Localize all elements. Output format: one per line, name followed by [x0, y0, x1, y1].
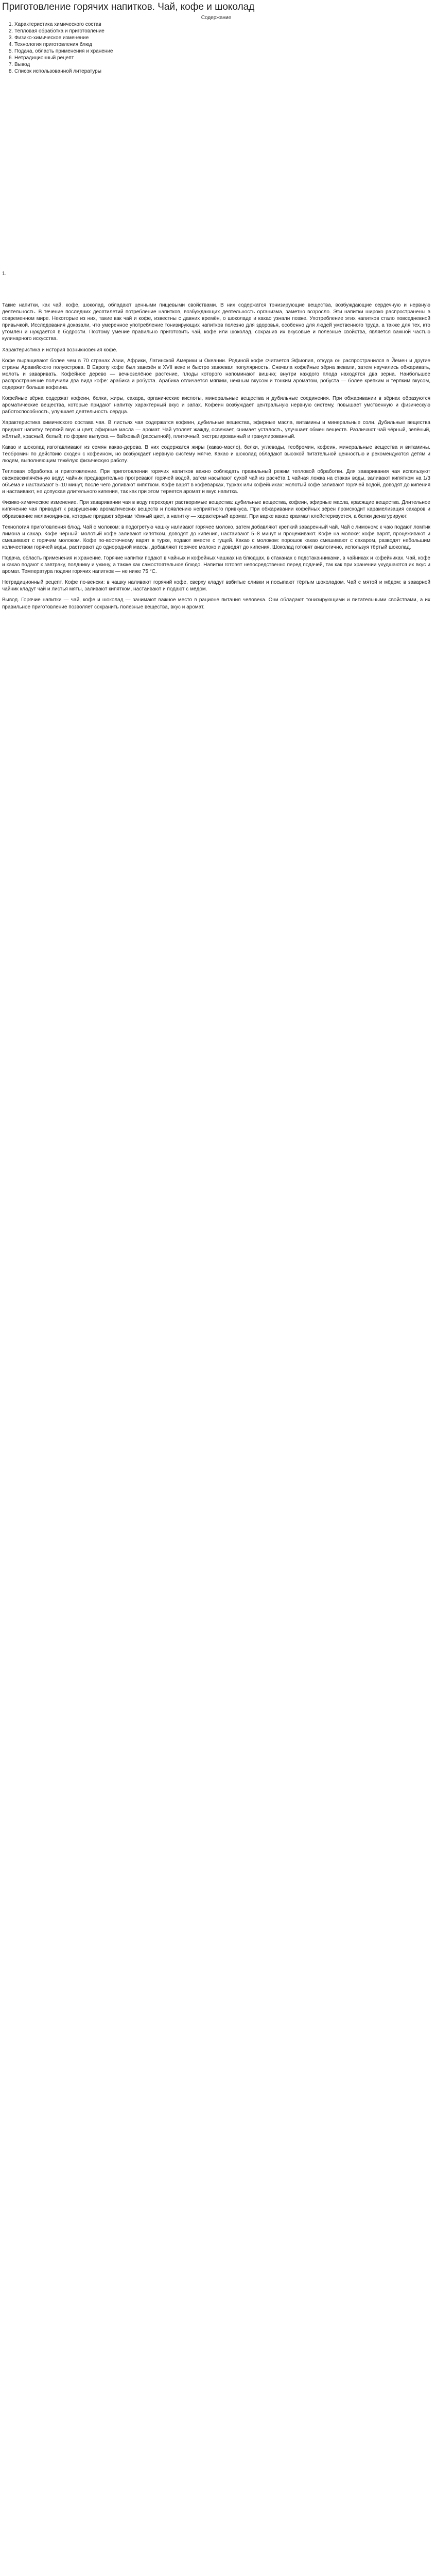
page-title: Приготовление горячих напитков. Чай, кофе и шоколад: [2, 2, 255, 12]
blank-space: [2, 75, 430, 270]
paragraph: Физико-химическое изменение. При заваривании чая в воду переходят растворимые вещества: дубильные вещества, кофеин, эфирные масла, красящие вещества. Длительное кипячение чая приводит к разрушению ароматических веществ и появлению неприятного привкуса. При обжаривании кофейных зёрен происходит карамелизация сахаров и образование меланоидинов, которые придают зёрнам тёмный цвет, а напитку — характерный аромат. При варке какао крахмал клейстеризуется, а белки денатурируют.: [2, 500, 430, 519]
paragraph: Кофейные зёрна содержат кофеин, белки, жиры, сахара, органические кислоты, минеральные вещества и дубильные соединения. При обжаривании в зёрнах образуются ароматические вещества, которые придают напитку характерный вкус и запах. Кофеин возбуждает центральную нервную систему, повышает умственную и физическую работоспособность, улучшает деятельность сердца.: [2, 396, 430, 415]
paragraph: Характеристика химического состава чая. В листьях чая содержатся кофеин, дубильные вещества, эфирные масла, витамины и минеральные соли. Дубильные вещества придают напитку терпкий вкус и цвет, эфирные масла — аромат. Чай утоляет жажду, освежает, снимает усталость, улучшает обмен веществ. Различают чай чёрный, зелёный, жёлтый, красный, белый; по форме выпуска — байховый (рассыпной), плиточный, экстрагированный и гранулированный.: [2, 420, 430, 439]
toc-item[interactable]: 8. Список использованной литературы: [14, 68, 430, 75]
toc-item[interactable]: 6. Нетрадиционный рецепт: [14, 55, 430, 61]
document-page: [0, 1, 432, 611]
paragraph: Тепловая обработка и приготовление. При приготовлении горячих напитков важно соблюдать правильный режим тепловой обработки. Для заваривания чая используют свежевскипячённую воду; чайник предварительно прогревают горячей водой, затем насыпают сухой чай из расчёта 1 чайная ложка на стакан воды, заливают кипятком на 1/3 объёма и настаивают 5–10 минут, после чего доливают кипятком. Кофе варят в кофеварках, турках или кофейниках: молотый кофе заливают горячей водой, доводят до кипения и настаивают, не допуская длительного кипения, так как при этом теряется аромат и вкус напитка.: [2, 468, 430, 495]
paragraph: Какао и шоколад изготавливают из семян какао-дерева. В них содержатся жиры (какао-масло), белки, углеводы, теобромин, кофеин, минеральные вещества и витамины. Теобромин по действию сходен с кофеином, но возбуждает нервную систему мягче. Какао и шоколад обладают высокой питательной ценностью и рекомендуются детям и людям, выполняющим тяжёлую физическую работу.: [2, 444, 430, 464]
paragraph: Технология приготовления блюд. Чай с молоком: в подогретую чашку наливают горячее молоко, затем добавляют крепкий заваренный чай. Чай с лимоном: к чаю подают ломтик лимона и сахар. Кофе чёрный: молотый кофе заливают кипятком, доводят до кипения, настаивают 5–8 минут и процеживают. Кофе на молоке: кофе варят, процеживают и смешивают с горячим молоком. Кофе по-восточному варят в турке, подают вместе с гущей. Какао с молоком: порошок какао смешивают с сахаром, разводят небольшим количеством горячей воды, растирают до однородной массы, добавляют горячее молоко и доводят до кипения. Шоколад готовят аналогично, используя тёртый шоколад.: [2, 524, 430, 550]
toc-item[interactable]: 7. Вывод: [14, 61, 430, 68]
table-of-contents: [2, 14, 430, 75]
toc-title: Содержание: [201, 15, 232, 21]
section-number: 1.: [2, 271, 7, 277]
toc-item[interactable]: 5. Подача, область применения и хранение: [14, 48, 430, 55]
toc-item[interactable]: 2. Тепловая обработка и приготовление: [14, 28, 430, 35]
paragraph: Кофе выращивают более чем в 70 странах Азии, Африки, Латинской Америки и Океании. Родиной кофе считается Эфиопия, откуда он распространился в Йемен и другие страны Аравийского полуострова. В Европу кофе был завезён в XVII веке и быстро завоевал популярность. Сначала кофейные зёрна жевали, затем научились обжаривать, молоть и заваривать. Кофейное дерево — вечнозелёное растение, плоды которого напоминают вишню; внутри каждого плода находятся два зерна. Наибольшее распространение получили два вида кофе: арабика и робуста. Арабика отличается мягким, нежным вкусом и тонким ароматом, робуста — более крепким и терпким вкусом, содержит больше кофеина.: [2, 358, 430, 391]
paragraph: Характеристика и история возникновения кофе.: [2, 347, 117, 353]
toc-list: [2, 21, 430, 75]
toc-item[interactable]: 3. Физико-химическое изменение: [14, 35, 430, 41]
paragraph: Нетрадиционный рецепт. Кофе по-венски: в чашку наливают горячий кофе, сверху кладут взбитые сливки и посыпают тёртым шоколадом. Чай с мятой и мёдом: в заварной чайник кладут чай и листья мяты, заливают кипятком, настаивают и подают с мёдом.: [2, 580, 430, 592]
paragraph: Подача, область применения и хранение. Горячие напитки подают в чайных и кофейных чашках на блюдцах, в стаканах с подстаканниками, в чайниках и кофейниках. Чай, кофе и какао подают к завтраку, полднику и ужину, а также как самостоятельное блюдо. Напитки готовят непосредственно перед подачей, так как при хранении ухудшаются их вкус и аромат. Температура подачи горячих напитков — не ниже 75 °С.: [2, 555, 430, 575]
toc-item[interactable]: 1. Характеристика химического состав: [14, 21, 430, 28]
article-body: [2, 302, 430, 611]
blank-space: [2, 277, 430, 302]
paragraph: Вывод. Горячие напитки — чай, кофе и шоколад — занимают важное место в рационе питания человека. Они обладают тонизирующими и питательными свойствами, а их правильное приготовление позволяет сохранить полезные вещества, вкус и аромат.: [2, 597, 430, 610]
toc-item[interactable]: 4. Технология приготовления блюд: [14, 41, 430, 48]
paragraph: Такие напитки, как чай, кофе, шоколад, обладают ценными пищевыми свойствами. В них содержатся тонизирующие вещества, возбуждающие сердечную и нервную деятельность. В течение последних десятилетий потребление напитков, возбуждающих деятельность организма, заметно возросло. Эти напитки широко распространены в современном мире. Некоторые из них, такие как чай и кофе, известны с давних времён, о шоколаде и какао узнали позже. Употребление этих напитков стало повседневной привычкой. Исследования доказали, что умеренное употребление тонизирующих напитков полезно для здоровья, особенно для людей умственного труда, а также для тех, кто утомлён и нуждается в бодрости. Поэтому умение правильно приготовить чай, кофе или шоколад, сохранив их вкусовые и полезные свойства, является важной частью кулинарного искусства.: [2, 302, 430, 342]
